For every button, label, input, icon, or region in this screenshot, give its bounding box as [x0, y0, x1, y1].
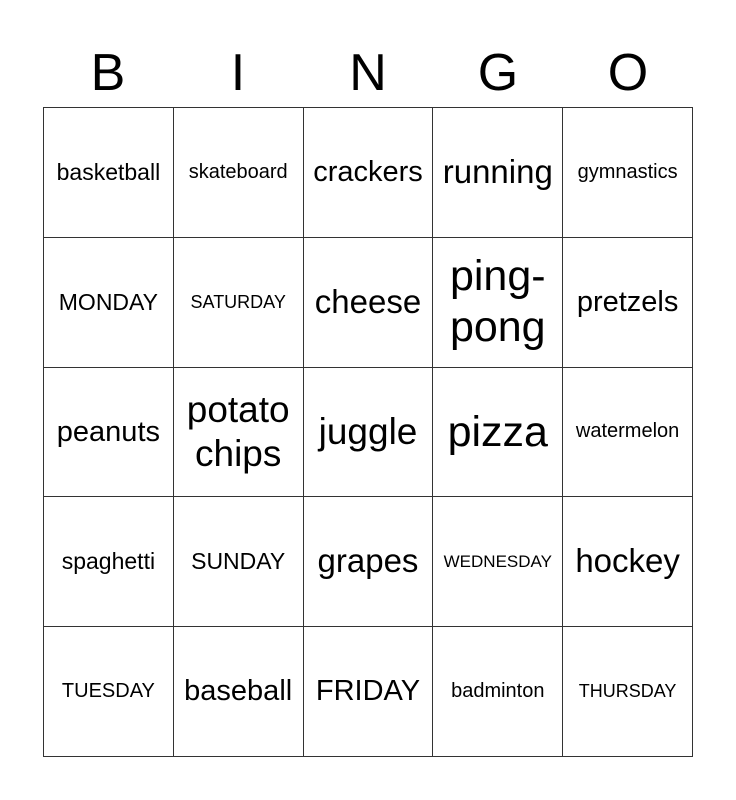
cell-label: pretzels: [576, 286, 679, 319]
header-letter-i: I: [230, 44, 246, 102]
bingo-cell[interactable]: [563, 108, 693, 238]
cell-label: SUNDAY: [191, 548, 286, 575]
bingo-cell[interactable]: [44, 497, 174, 627]
bingo-cell[interactable]: [433, 238, 563, 368]
cell-label: running: [442, 152, 553, 190]
cell-label: badminton: [451, 679, 545, 702]
header-letter-g: G: [477, 44, 519, 102]
cell-label: WEDNESDAY: [443, 551, 552, 571]
cell-label: FRIDAY: [315, 675, 421, 708]
header-letter-b: B: [90, 44, 126, 102]
cell-label: hockey: [575, 542, 680, 580]
bingo-cell[interactable]: [304, 368, 434, 498]
bingo-cell[interactable]: [174, 368, 304, 498]
bingo-cell[interactable]: [304, 627, 434, 757]
bingo-cell[interactable]: [44, 238, 174, 368]
bingo-cell[interactable]: [174, 238, 304, 368]
cell-label: TUESDAY: [61, 679, 155, 702]
header-letter-n: N: [349, 44, 387, 102]
cell-label: pizza: [447, 407, 548, 456]
bingo-board: [43, 107, 693, 757]
bingo-cell[interactable]: [174, 108, 304, 238]
cell-label: ping-pong: [449, 252, 546, 352]
cell-label: crackers: [313, 156, 423, 189]
cell-label: cheese: [314, 282, 422, 320]
bingo-cell[interactable]: [304, 108, 434, 238]
cell-label: MONDAY: [58, 288, 159, 315]
cell-label: peanuts: [56, 415, 160, 448]
bingo-cell[interactable]: [174, 627, 304, 757]
cell-label: gymnastics: [577, 160, 678, 183]
cell-label: juggle: [318, 411, 418, 453]
bingo-header: [43, 40, 693, 106]
bingo-cell[interactable]: [433, 368, 563, 498]
cell-label: spaghetti: [61, 548, 156, 575]
cell-label: grapes: [317, 542, 419, 580]
bingo-cell[interactable]: [44, 108, 174, 238]
bingo-cell[interactable]: [44, 627, 174, 757]
header-letter-o: O: [607, 44, 649, 102]
bingo-cell[interactable]: [563, 497, 693, 627]
cell-label: basketball: [56, 158, 161, 185]
bingo-cell[interactable]: [44, 368, 174, 498]
cell-label: baseball: [184, 675, 293, 708]
cell-label: THURSDAY: [578, 680, 677, 701]
bingo-cell[interactable]: [563, 627, 693, 757]
bingo-cell[interactable]: [563, 238, 693, 368]
cell-label: watermelon: [575, 420, 680, 443]
bingo-cell[interactable]: [433, 627, 563, 757]
bingo-cell[interactable]: [433, 497, 563, 627]
cell-label: SATURDAY: [190, 291, 286, 312]
bingo-cell[interactable]: [563, 368, 693, 498]
cell-label: potato chips: [186, 389, 290, 474]
bingo-cell[interactable]: [174, 497, 304, 627]
bingo-cell[interactable]: [433, 108, 563, 238]
bingo-cell[interactable]: [304, 497, 434, 627]
bingo-cell[interactable]: [304, 238, 434, 368]
cell-label: skateboard: [188, 160, 288, 183]
